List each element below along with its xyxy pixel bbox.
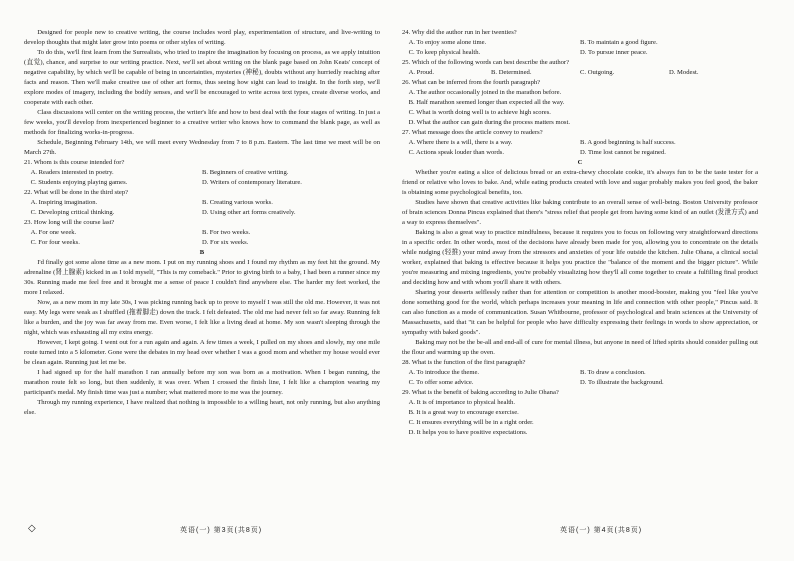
option-23-a: A. For one week.	[30, 229, 77, 236]
question-28-stem: 28. What is the function of the first paragraph?	[402, 359, 526, 366]
question-24-stem: 24. Why did the author run in her twenties?	[402, 29, 517, 36]
question-22-options-row-1	[24, 198, 380, 208]
question-22-stem: 22. What will be done in the third step?	[24, 189, 129, 196]
passage-c-paragraph: Whether you're eating a slice of delicious bread or an extra-chewy chocolate cookie, it's always fun to be the taste tester for a friend or relative who loves to bake. And, while eating products created with love and sugar probably makes you feel good, the baker is obtaining some psychological benefits, too.	[402, 169, 758, 196]
question-22-options-row-2	[24, 208, 380, 218]
option-21-c: C. Students enjoying playing games.	[30, 179, 128, 186]
option-22-c: C. Developing critical thinking.	[30, 209, 115, 216]
option-29-b: B. It is a great way to encourage exercise.	[408, 409, 519, 416]
passage-b-paragraph: However, I kept going. I went out for a run again and again. A few times a week, I pulled on my shoes and slowly, my one mile route turned into a 5 kilometer. Gone were the debates in my head over whether I was a good mom and whether my house would ever be clean again. Running just let me be.	[24, 339, 380, 366]
option-22-b: B. Creating various works.	[202, 199, 273, 206]
question-25-options-row	[402, 68, 758, 78]
page-footer-right: 英语(一) 第4页(共8页)	[560, 527, 643, 534]
option-28-b: B. To draw a conclusion.	[580, 369, 646, 376]
passage-a-paragraph: Class discussions will center on the writing process, the writer's life and how to best deal with the four stages of writing. In just a few weeks, you'll develop from inexperienced beginner to a creative writer who knows how to command the blank page, as well as methods for finalizing works-in-progress.	[24, 109, 380, 136]
option-28-d: D. To illustrate the background.	[580, 379, 664, 386]
option-21-a: A. Readers interested in poetry.	[30, 169, 114, 176]
question-24-options-row-2	[402, 48, 758, 58]
option-27-c: C. Actions speak louder than words.	[408, 149, 505, 156]
passage-b-paragraph: I'd finally got some alone time as a new mom. I put on my running shoes and I found my rhythm as my feet hit the ground. My adrenaline (肾上腺素) kicked in as I told myself, "This is my comeback." Prior to giving birth to a baby, I had been a runner since my 30s. Running made me feel free and it brought me a sense of peace I couldn't find anywhere else. The harder my feet worked, the more I relaxed.	[24, 259, 380, 296]
question-24-options-row-1	[402, 38, 758, 48]
passage-b-paragraph: Now, as a new mom in my late 30s, I was picking running back up to prove to myself I was still the old me. However, it was not easy. My legs were weak as I shuffled (拖着脚走) down the track. I felt defeated. The old me had never felt so far away. Running felt like a burden, and the joy was far away from me. Even worse, I felt like a living dead at home. My son wasn't sleeping through the night, which was exhausting all my extra energy.	[24, 299, 380, 336]
option-26-c: C. What is worth doing well is to achieve high scores.	[408, 109, 551, 116]
option-22-d: D. Using other art forms creatively.	[202, 209, 296, 216]
option-28-a: A. To introduce the theme.	[408, 369, 480, 376]
option-27-b: B. A good beginning is half success.	[580, 139, 676, 146]
option-29-d: D. It helps you to have positive expectations.	[408, 429, 528, 436]
question-21-options-row-1	[24, 168, 380, 178]
option-26-a: A. The author occasionally joined in the marathon before.	[408, 89, 562, 96]
option-22-a: A. Inspiring imagination.	[30, 199, 98, 206]
option-21-b: B. Beginners of creative writing.	[202, 169, 289, 176]
right-column	[402, 28, 758, 526]
option-24-a: A. To enjoy some alone time.	[408, 39, 487, 46]
passage-c-paragraph: Studies have shown that creative activities like baking contribute to an overall sense of well-being. Boston University professor of brain sciences Donna Pincus explained that there's "stress relief that people get from having some kind of an outlet (发泄方式) and a way to express themselves".	[402, 199, 758, 226]
option-23-c: C. For four weeks.	[30, 239, 80, 246]
option-23-b: B. For two weeks.	[202, 229, 251, 236]
passage-b-paragraph: I had signed up for the half marathon I ran annually before my son was born as a motivation. When I began running, the marathon route felt so long, but then suddenly, it was over. When I crossed the finish line, I felt like a champion wearing my participant's medal. My finish time was just a number; what mattered more to me was the journey.	[24, 369, 380, 396]
option-27-a: A. Where there is a will, there is a way.	[408, 139, 513, 146]
option-25-b: B. Determined.	[491, 69, 532, 76]
section-c-heading: C	[577, 159, 583, 166]
passage-c-paragraph: Sharing your desserts selflessly rather than for attention or competition is another mood-booster, making you "feel like you've done something good for the world, which perhaps increases your meaning in life and connection with other people," Pincus said. It can also function as a mode of communication. Susan Whitbourne, professor of psychological and brain sciences at the University of Massachusetts, said that "it can be helpful for people who have difficulty expressing their feelings in words to show appreciation, or sympathy with baked goods".	[402, 289, 758, 336]
option-26-b: B. Half marathon seemed longer than expected all the way.	[408, 99, 565, 106]
passage-a-paragraph: To do this, we'll first learn from the Surrealists, who tried to inspire the imagination by focusing on process, as we apply intuition (直觉), chance, and surprise to our writing practice. Next, we'll set about writing on the blank page based on John Keats' concept of negative capability, by which we'll be capable of being in uncertainties, mysteries (神秘), doubts without any hurriedly reaching after facts and reason. Then we'll make creative use of other art forms, thus seeing how sight can lead to insight. In the forth step, we'll explore modes of imagery, including the bodily senses, and we'll be encouraged to write across text types, create diverse works, and cooperate with each other.	[24, 49, 380, 106]
option-28-c: C. To offer some advice.	[408, 379, 474, 386]
question-27-options-row-2	[402, 148, 758, 158]
page-footer-left: 英语(一) 第3页(共8页)	[180, 527, 263, 534]
left-column	[24, 28, 380, 526]
passage-c-paragraph: Baking may not be the be-all and end-all of cure for mental illness, but anyone in need of lifted spirits should consider pulling out the flour and warming up the oven.	[402, 339, 758, 356]
question-28-options-row-2	[402, 378, 758, 388]
diamond-icon: ◇	[28, 523, 36, 534]
question-25-stem: 25. Which of the following words can best describe the author?	[402, 59, 570, 66]
question-29-stem: 29. What is the benefit of baking according to Julie Ohana?	[402, 389, 559, 396]
option-24-c: C. To keep physical health.	[408, 49, 481, 56]
option-25-d: D. Modest.	[669, 69, 699, 76]
question-23-stem: 23. How long will the course last?	[24, 219, 115, 226]
option-29-c: C. It ensures everything will be in a right order.	[408, 419, 534, 426]
question-26-stem: 26. What can be inferred from the fourth paragraph?	[402, 79, 541, 86]
question-28-options-row-1	[402, 368, 758, 378]
passage-c-paragraph: Baking is also a great way to practice mindfulness, because it requires you to focus on following very straightforward directions in a specific order. In other words, most of the decisions have already been made for you, allowing you to concentrate on the details while nudging (轻推) your mind away from the stressors and anxieties of your life outside the kitchen. Julie Ohana, a clinical social worker, explained that baking is effective because it helps you practice the "balance of the moment and the bigger picture". While you're measuring and mixing ingredients, you're probably visualizing how they'll all come together to create a fulfilling final product and deciding how and with whom you'll share it with others.	[402, 229, 758, 286]
option-23-d: D. For six weeks.	[202, 239, 249, 246]
option-24-b: B. To maintain a good figure.	[580, 39, 658, 46]
passage-a-paragraph: Schedule, Beginning February 14th, we will meet every Wednesday from 7 to 8 p.m. Eastern. The last time we meet will be on March 27th.	[24, 139, 380, 156]
question-27-options-row-1	[402, 138, 758, 148]
section-b-heading: B	[199, 249, 205, 256]
option-24-d: D. To pursue inner peace.	[580, 49, 648, 56]
option-27-d: D. Time lost cannot be regained.	[580, 149, 666, 156]
question-21-stem: 21. Whom is this course intended for?	[24, 159, 125, 166]
option-25-a: A. Proud.	[408, 69, 435, 76]
option-29-a: A. It is of importance to physical health.	[408, 399, 515, 406]
passage-a-paragraph: Designed for people new to creative writing, the course includes word play, experimentation of structure, and live-writing to develop thoughts that might later grow into poems or other styles of writing.	[24, 29, 380, 46]
passage-b-paragraph: Through my running experience, I have realized that nothing is impossible to a willing heart, not only running, but also anything else.	[24, 399, 380, 416]
question-23-options-row-1	[24, 228, 380, 238]
option-21-d: D. Writers of contemporary literature.	[202, 179, 302, 186]
question-21-options-row-2	[24, 178, 380, 188]
question-27-stem: 27. What message does the article convey to readers?	[402, 129, 543, 136]
question-23-options-row-2	[24, 238, 380, 248]
option-25-c: C. Outgoing.	[580, 69, 615, 76]
option-26-d: D. What the author can gain during the process matters most.	[408, 119, 570, 126]
